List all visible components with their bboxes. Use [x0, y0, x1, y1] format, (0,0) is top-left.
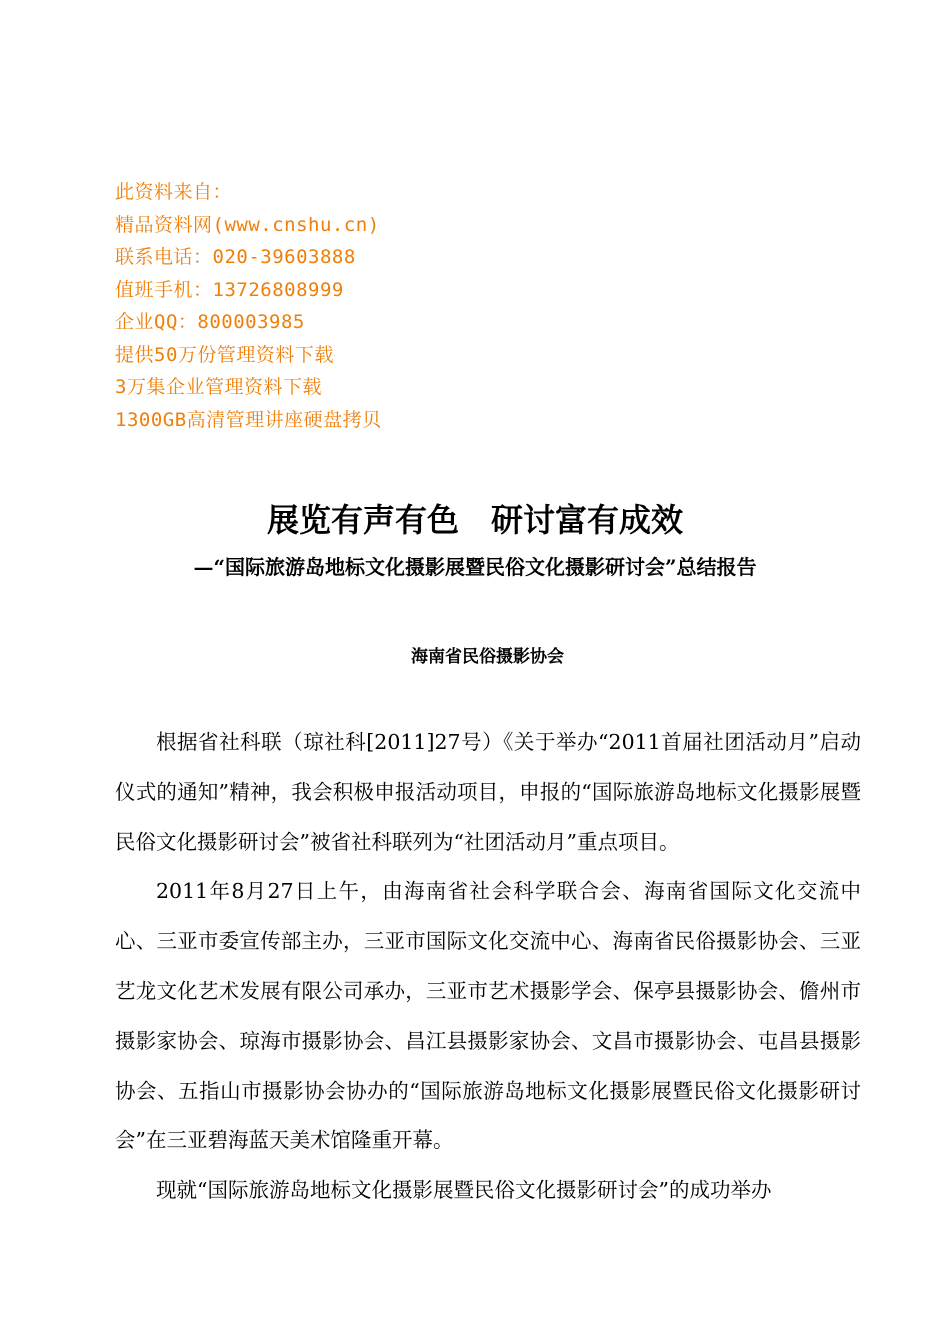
source-line-qq: 企业QQ：800003985 [115, 311, 305, 333]
document-subtitle: —“国际旅游岛地标文化摄影展暨民俗文化摄影研讨会”总结报告 [193, 555, 757, 579]
source-line-from: 此资料来自： [115, 181, 233, 203]
document-organization: 海南省民俗摄影协会 [411, 647, 564, 667]
body-paragraph-3: 现就“国际旅游岛地标文化摄影展暨民俗文化摄影研讨会”的成功举办 [156, 1178, 772, 1203]
source-line-offer-2: 3万集企业管理资料下载 [115, 376, 322, 398]
source-line-mobile: 值班手机：13726808999 [115, 278, 344, 301]
source-info-block [115, 176, 615, 436]
source-line-website: 精品资料网(www.cnshu.cn) [115, 213, 380, 236]
body-paragraph-2: 2011年8月27日上午，由海南省社会科学联合会、海南省国际文化交流中心、三亚市委宣传部主办，三亚市国际文化交流中心、海南省民俗摄影协会、三亚艺龙文化艺术发展有限公司承办，三亚市艺术摄影学会、保亭县摄影协会、儋州市摄影家协会、琼海市摄影协会、昌江县摄影家协会、文昌市摄影协会、屯昌县摄影协会、五指山市摄影协会协办的“国际旅游岛地标文化摄影展暨民俗文化摄影研讨会”在三亚碧海蓝天美术馆隆重开幕。 [115, 879, 861, 1153]
document-body [115, 718, 861, 1216]
document-title: 展览有声有色 研讨富有成效 [266, 501, 683, 539]
body-paragraph-1: 根据省社科联（琼社科[2011]27号）《关于举办“2011首届社团活动月”启动仪式的通知”精神，我会积极申报活动项目，申报的“国际旅游岛地标文化摄影展暨民俗文化摄影研讨会”被省社科联列为“社团活动月”重点项目。 [115, 730, 861, 854]
source-line-offer-3: 1300GB高清管理讲座硬盘拷贝 [115, 408, 382, 431]
source-line-phone: 联系电话：020-39603888 [115, 246, 356, 268]
source-line-offer-1: 提供50万份管理资料下载 [115, 343, 334, 366]
